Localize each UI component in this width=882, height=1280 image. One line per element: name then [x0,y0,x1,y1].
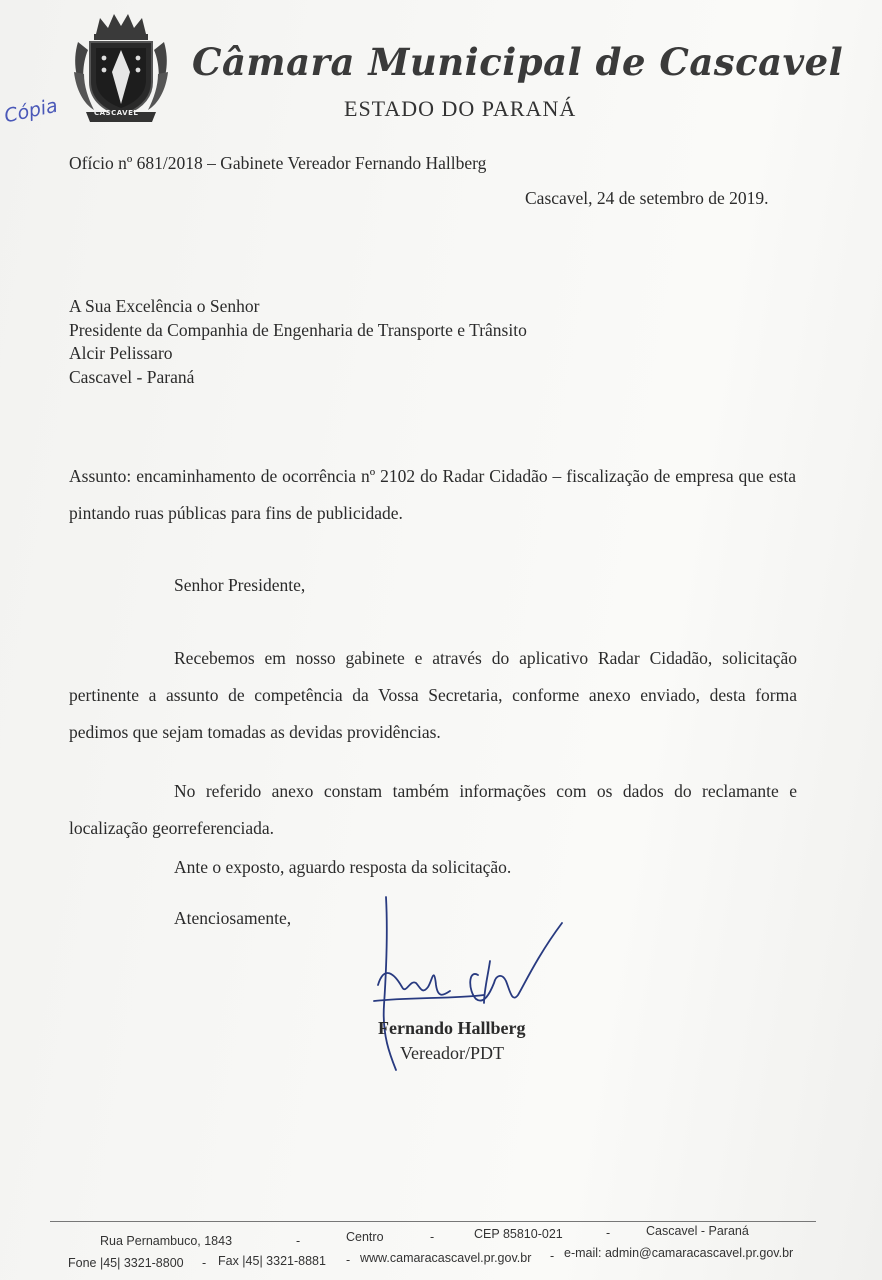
footer-separator: - [606,1226,611,1240]
footer-separator: - [430,1230,435,1244]
recipient-line: Alcir Pelissaro [69,343,173,363]
footer-separator: - [296,1234,301,1248]
handwritten-copy-mark: Cópia [2,94,60,128]
letterhead-title: Câmara Municipal de Cascavel [192,40,844,84]
closing: Atenciosamente, [174,908,292,928]
footer-district: Centro [346,1230,384,1244]
letterhead-subtitle: ESTADO DO PARANÁ [344,96,577,121]
footer-separator: - [202,1256,207,1270]
footer-address: Rua Pernambuco, 1843 [100,1234,233,1248]
salutation: Senhor Presidente, [174,575,306,595]
footer-separator: - [346,1253,351,1267]
footer-email[interactable]: e-mail: admin@camaracascavel.pr.gov.br [564,1246,794,1260]
recipient-line: A Sua Excelência o Senhor [69,296,260,316]
body-paragraph: Recebemos em nosso gabinete e através do aplicativo Radar Cidadão, solicitação pertinente a assunto de competência da Vossa Secretaria, conforme anexo enviado, desta forma pedimos que sejam tomadas as devidas providências. [69,648,797,742]
subject: Assunto: encaminhamento de ocorrência nº 2102 do Radar Cidadão – fiscalização de empresa que esta pintando ruas públicas para fins de publicidade. [69,466,796,523]
document-date: Cascavel, 24 de setembro de 2019. [525,188,769,208]
body-paragraph: Ante o exposto, aguardo resposta da solicitação. [174,857,512,877]
crest-label: CASCAVEL [94,109,139,117]
footer-cep: CEP 85810-021 [474,1227,563,1241]
footer-website[interactable]: www.camaracascavel.pr.gov.br [360,1251,532,1265]
footer-phone: Fone |45| 3321-8800 [68,1256,184,1270]
recipient-line: Cascavel - Paraná [69,367,195,387]
body-paragraph: No referido anexo constam também informações com os dados do reclamante e localização georreferenciada. [69,781,797,838]
signatory-name: Fernando Hallberg [378,1018,526,1038]
recipient-line: Presidente da Companhia de Engenharia de Transporte e Trânsito [69,320,527,340]
footer-separator: - [550,1249,555,1263]
footer-city: Cascavel - Paraná [646,1224,749,1238]
signatory-role: Vereador/PDT [400,1043,504,1063]
footer-fax: Fax |45| 3321-8881 [218,1254,326,1268]
footer-divider [50,1221,816,1222]
document-reference: Ofício nº 681/2018 – Gabinete Vereador Fernando Hallberg [69,153,487,173]
